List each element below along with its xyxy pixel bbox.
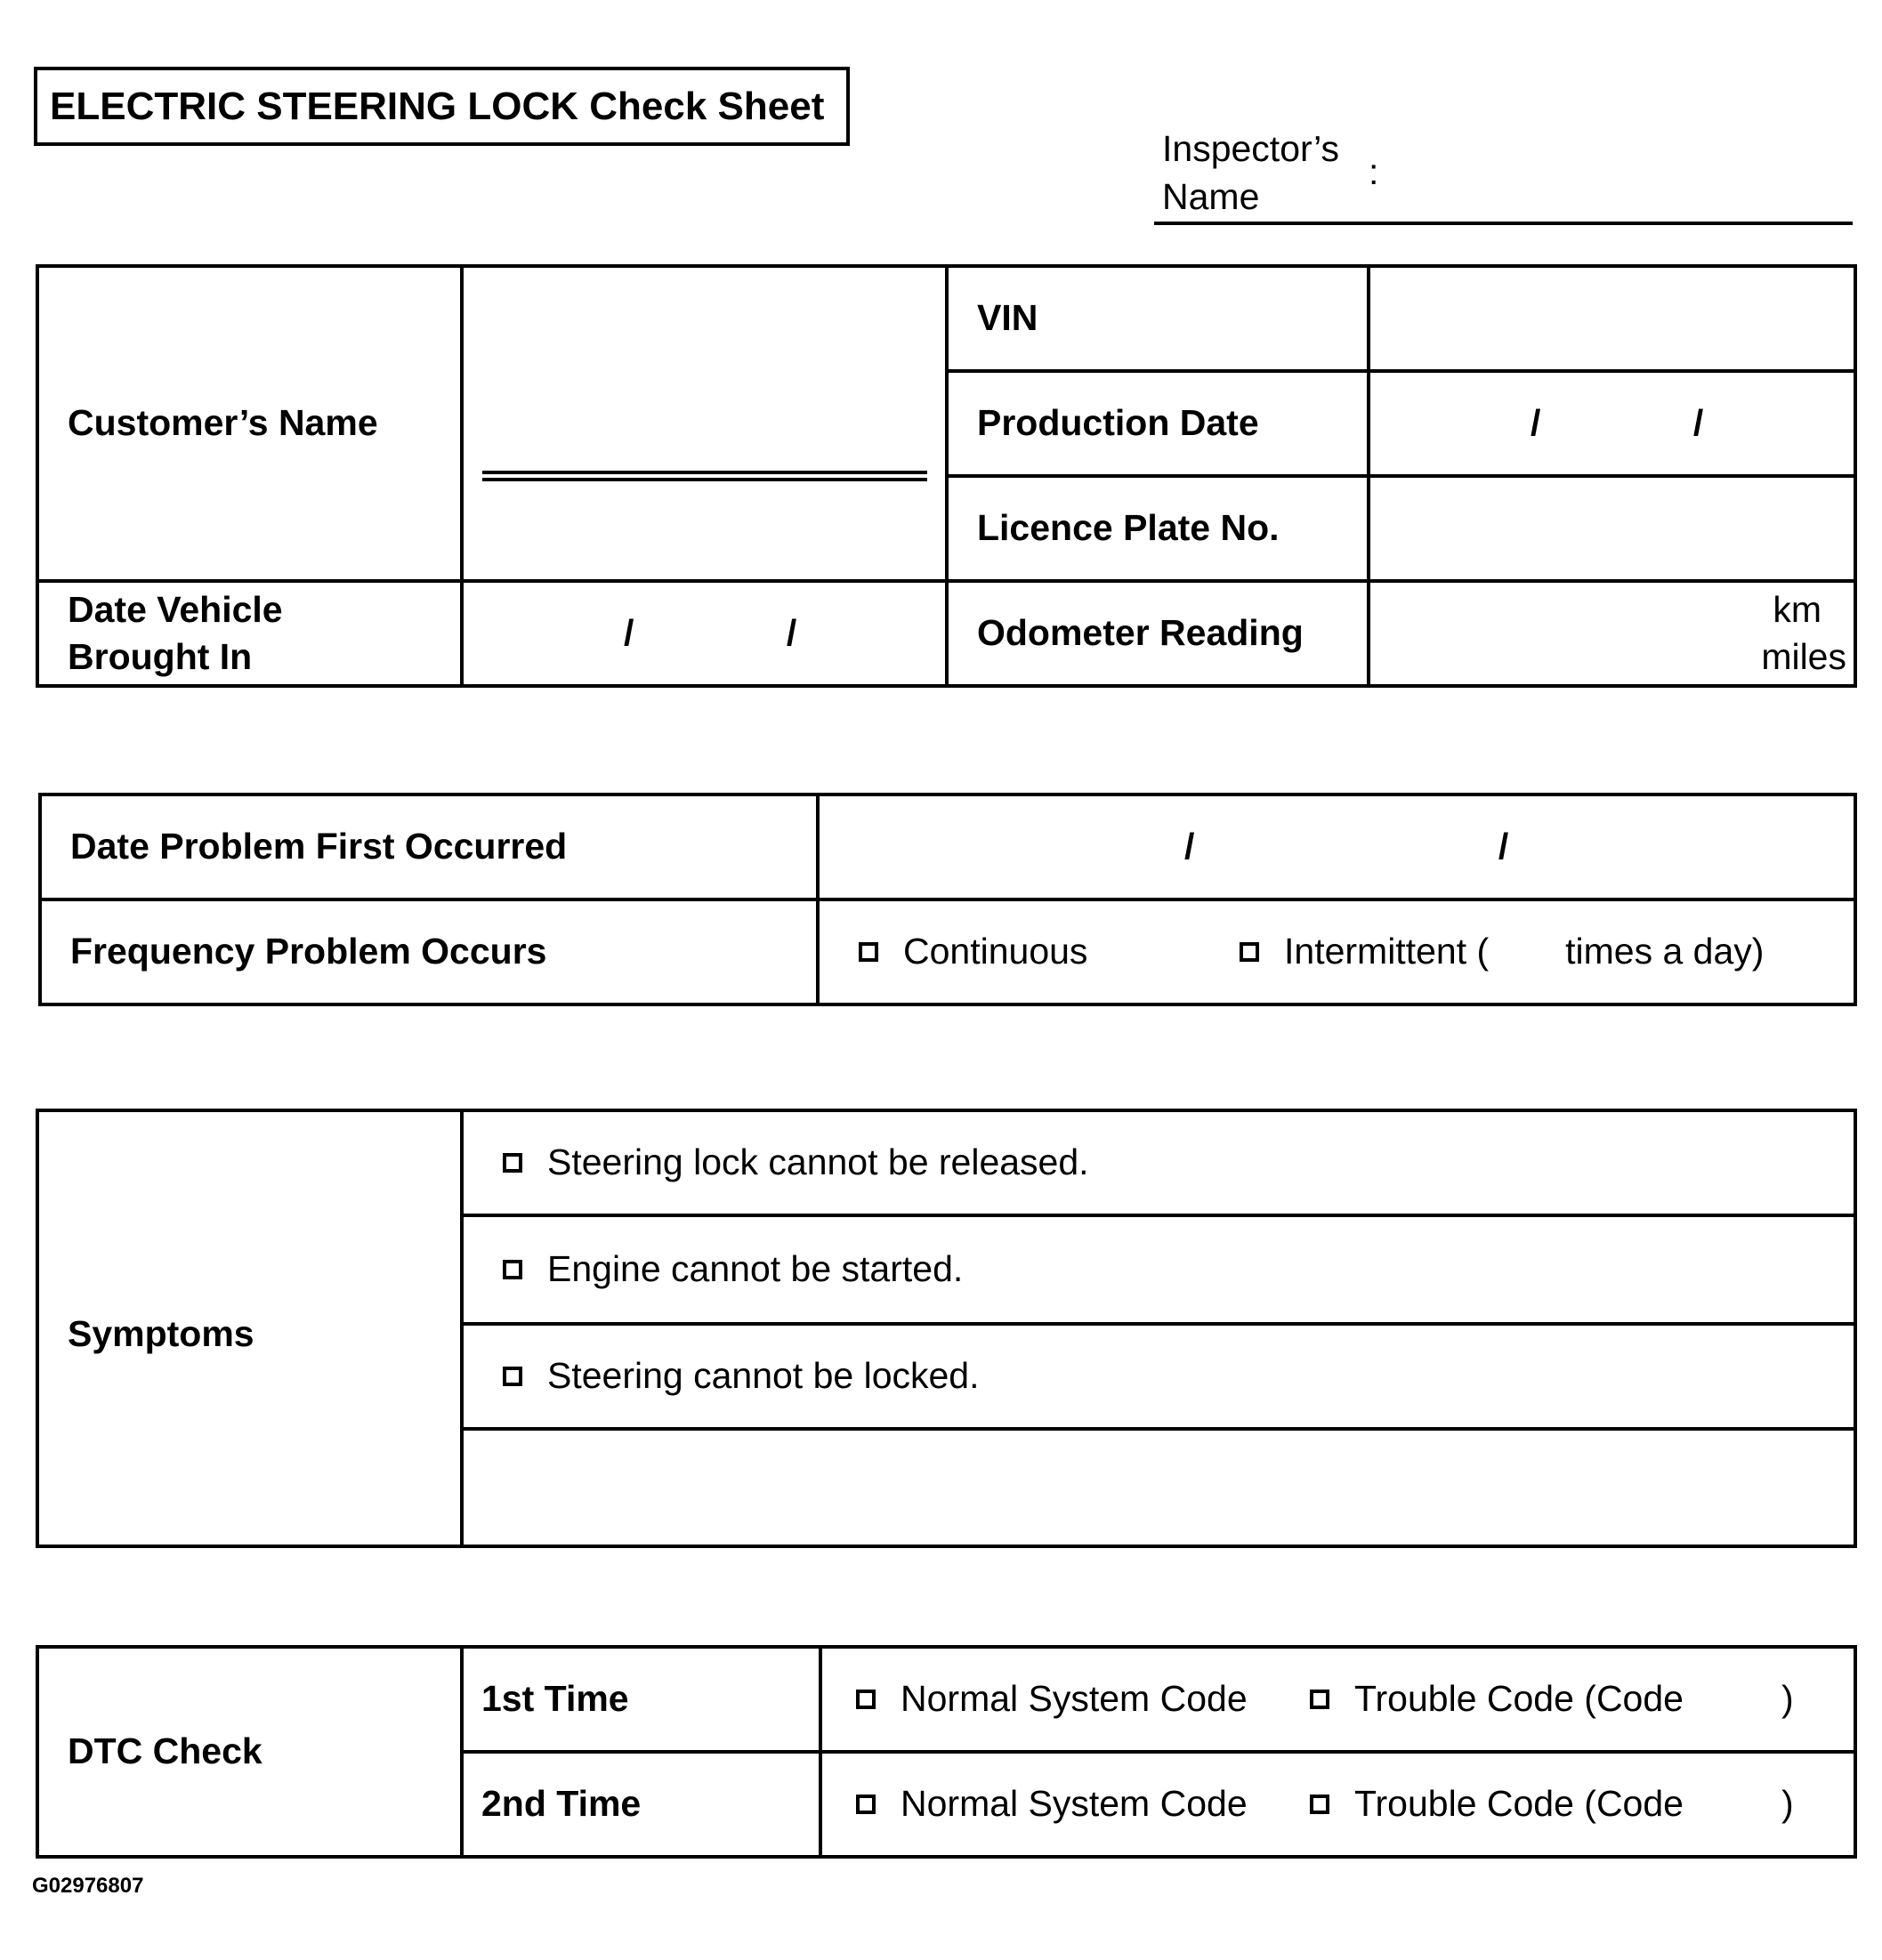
normal-code-checkbox[interactable]: [856, 1795, 876, 1814]
licence-plate-field[interactable]: [1369, 476, 1855, 581]
continuous-checkbox[interactable]: [859, 942, 878, 962]
inspector-name-field[interactable]: [1154, 222, 1853, 225]
licence-plate-label: Licence Plate No.: [947, 476, 1369, 581]
dtc-row: [820, 1752, 1855, 1857]
production-date-field[interactable]: [1369, 371, 1855, 476]
page-title: ELECTRIC STEERING LOCK Check Sheet: [34, 67, 850, 146]
odometer-unit-miles: miles: [1761, 636, 1846, 677]
first-occurred-field[interactable]: [818, 794, 1855, 899]
trouble-code-checkbox[interactable]: [1310, 1795, 1329, 1814]
customer-name-label: Customer’s Name: [37, 266, 462, 581]
symptom-item[interactable]: Engine cannot be started.: [462, 1215, 1855, 1324]
date-separator: /: [624, 612, 634, 654]
date-separator: /: [786, 612, 797, 654]
customer-name-double-line: [482, 471, 927, 481]
symptom-other-field[interactable]: [462, 1429, 1855, 1546]
vin-field[interactable]: [1369, 266, 1855, 371]
continuous-option[interactable]: Continuous: [859, 928, 1240, 975]
symptom-item[interactable]: Steering lock cannot be released.: [462, 1110, 1855, 1215]
production-date-label: Production Date: [947, 371, 1369, 476]
frequency-options: [818, 899, 1855, 1004]
trouble-code-option[interactable]: Trouble Code (Code ): [1310, 1675, 1794, 1722]
symptoms-label: Symptoms: [37, 1110, 462, 1546]
dtc-check-label: DTC Check: [37, 1647, 462, 1857]
normal-code-option[interactable]: Normal System Code: [856, 1780, 1310, 1827]
dtc-row: [820, 1647, 1855, 1752]
normal-code-option[interactable]: Normal System Code: [856, 1675, 1310, 1722]
normal-code-checkbox[interactable]: [856, 1690, 876, 1709]
first-occurred-label: Date Problem First Occurred: [40, 794, 818, 899]
dtc-time-label: 1st Time: [462, 1647, 820, 1752]
odometer-field[interactable]: [1369, 581, 1855, 686]
odometer-unit-km: km: [1773, 588, 1821, 630]
symptom-item[interactable]: Steering cannot be locked.: [462, 1324, 1855, 1429]
vehicle-info-table: [36, 264, 1857, 688]
date-brought-in-field[interactable]: [462, 581, 947, 686]
problem-table: [38, 793, 1857, 1006]
figure-id: G02976807: [32, 1874, 144, 1898]
trouble-code-checkbox[interactable]: [1310, 1690, 1329, 1709]
date-separator: /: [1498, 826, 1509, 867]
dtc-time-label: 2nd Time: [462, 1752, 820, 1857]
symptom-checkbox[interactable]: [503, 1260, 522, 1279]
symptom-checkbox[interactable]: [503, 1153, 522, 1173]
customer-name-field[interactable]: [462, 266, 947, 581]
intermittent-checkbox[interactable]: [1240, 942, 1259, 962]
date-separator: /: [1531, 402, 1541, 444]
date-separator: /: [1692, 402, 1704, 444]
vin-label: VIN: [947, 266, 1369, 371]
symptom-checkbox[interactable]: [503, 1367, 522, 1386]
inspector-colon: :: [1369, 151, 1379, 192]
symptoms-table: [36, 1109, 1857, 1548]
trouble-code-option[interactable]: Trouble Code (Code ): [1310, 1780, 1794, 1827]
date-brought-in-label: Date Vehicle Brought In: [37, 581, 462, 686]
inspector-name-label: Inspector’s Name: [1162, 128, 1340, 217]
odometer-label: Odometer Reading: [947, 581, 1369, 686]
date-separator: /: [1184, 826, 1195, 867]
intermittent-option[interactable]: Intermittent ( times a day): [1240, 928, 1764, 975]
frequency-label: Frequency Problem Occurs: [40, 899, 818, 1004]
dtc-table: [36, 1645, 1857, 1859]
